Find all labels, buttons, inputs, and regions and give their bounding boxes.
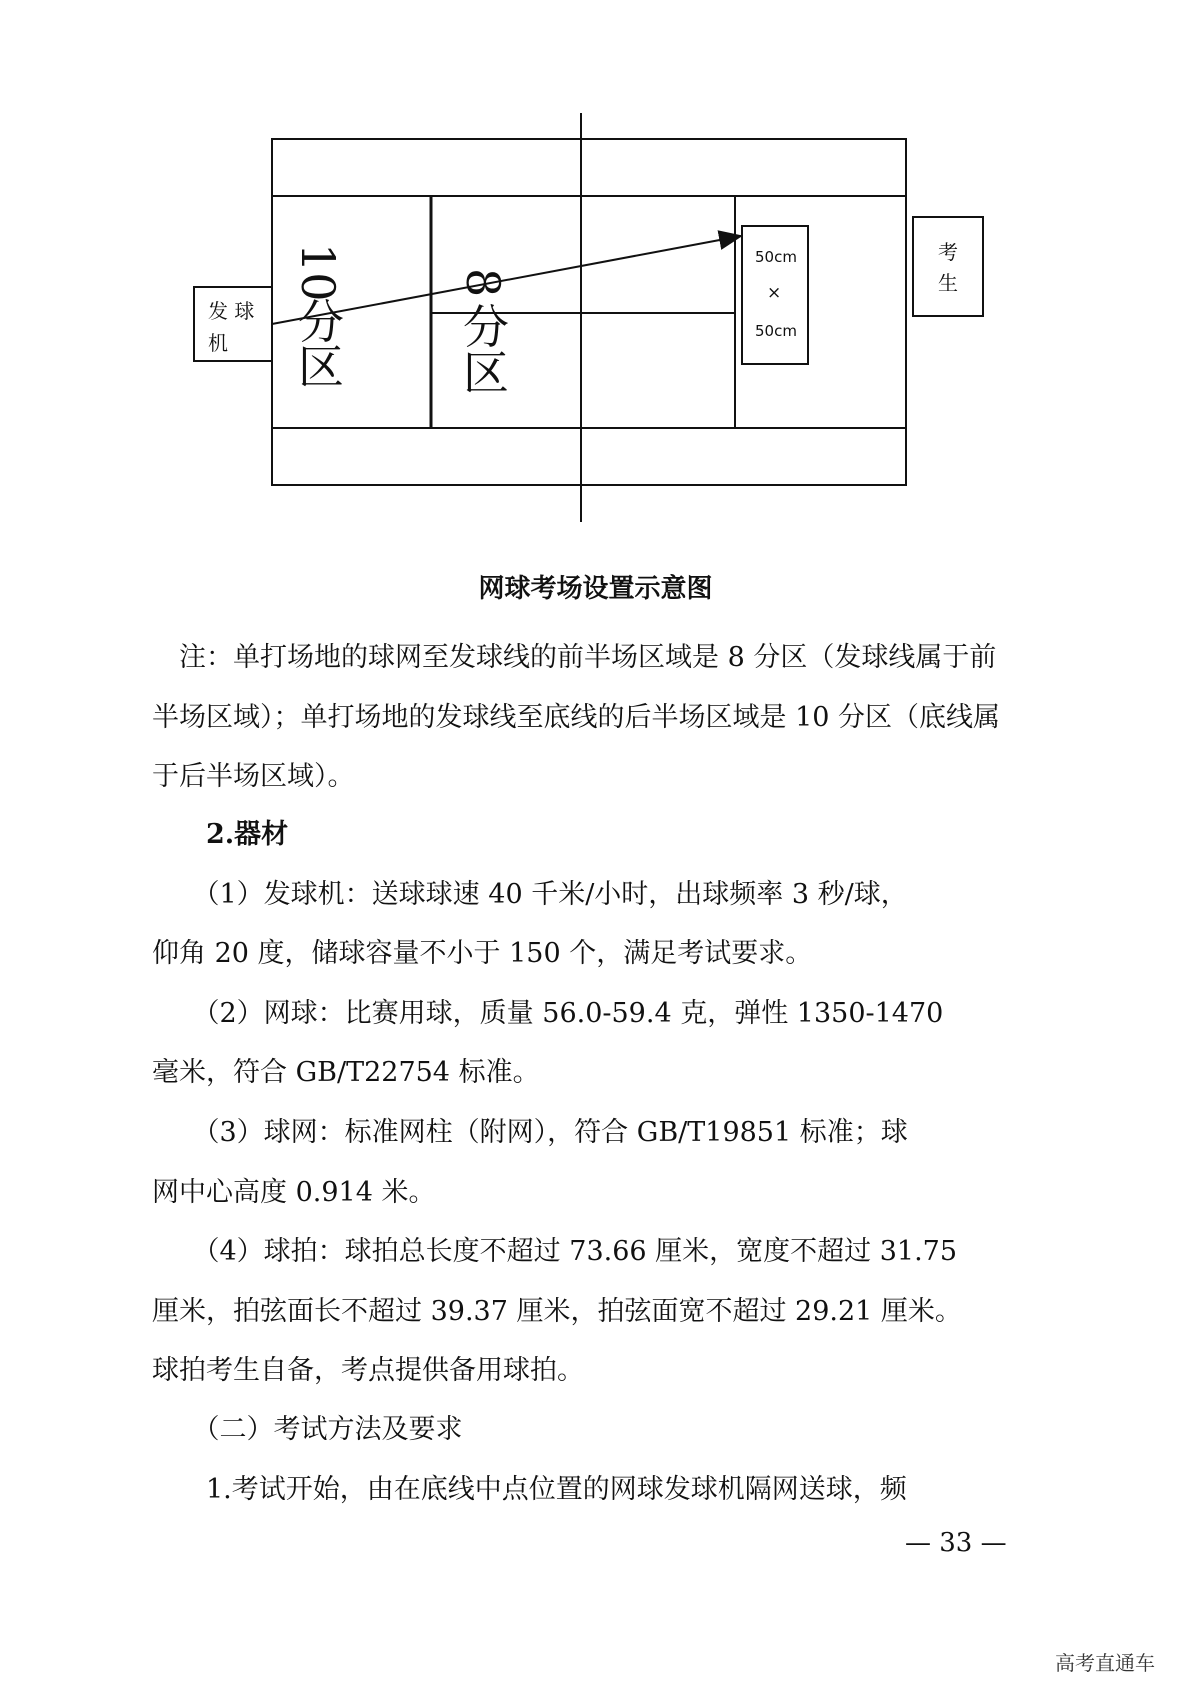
equipment-line-2: 仰角 20 度，储球容量不小于 150 个，满足考试要求。 (152, 938, 813, 969)
equipment-line-1: （1）发球机：送球球速 40 千米/小时，出球频率 3 秒/球， (152, 879, 908, 910)
ball-machine-label-1: 发 球 (208, 299, 255, 323)
zone10-text-1: 分 (298, 295, 344, 349)
equipment-line-4: 毫米，符合 GB/T22754 标准。 (152, 1057, 540, 1088)
equipment-line-7: （4）球拍：球拍总长度不超过 73.66 厘米，宽度不超过 31.75 (152, 1236, 958, 1267)
equipment-line-5: （3）球网：标准网柱（附网），符合 GB/T19851 标准；球 (152, 1117, 908, 1148)
zone10-number: 10 (291, 243, 345, 302)
equipment-line-3: （2）网球：比赛用球，质量 56.0-59.4 克，弹性 1350-1470 (152, 998, 944, 1029)
method-line-1: 1.考试开始，由在底线中点位置的网球发球机隔网送球，频 (152, 1474, 907, 1505)
note-line-3: 于后半场区域）。 (152, 761, 355, 792)
page-number: — 33 — (905, 1528, 1007, 1558)
equipment-line-9: 球拍考生自备，考点提供备用球拍。 (152, 1355, 584, 1386)
equipment-line-6: 网中心高度 0.914 米。 (152, 1177, 436, 1208)
watermark: 高考直通车 (1055, 1651, 1155, 1675)
zone8-text-1: 分 (463, 300, 509, 354)
ball-machine-label-2: 机 (208, 331, 228, 355)
target-size-1: 50cm (755, 248, 797, 266)
candidate-box (913, 217, 983, 316)
candidate-label-2: 生 (938, 271, 958, 295)
section-heading-equipment: 2.器材 (152, 819, 289, 850)
target-times: × (767, 283, 782, 303)
section-heading-method: （二）考试方法及要求 (152, 1414, 463, 1445)
note-line-2: 半场区域）；单打场地的发球线至底线的后半场区域是 10 分区（底线属 (152, 702, 1001, 733)
candidate-label-1: 考 (938, 240, 958, 264)
zone8-text-2: 区 (463, 346, 509, 400)
equipment-line-8: 厘米，拍弦面长不超过 39.37 厘米，拍弦面宽不超过 29.21 厘米。 (152, 1296, 962, 1327)
diagram-caption: 网球考场设置示意图 (478, 574, 713, 604)
zone10-text-2: 区 (298, 340, 344, 394)
target-size-2: 50cm (755, 322, 797, 340)
note-line-1: 注：单打场地的球网至发球线的前半场区域是 8 分区（发球线属于前 (152, 642, 997, 673)
tennis-court-diagram (0, 0, 1191, 540)
zone8-number: 8 (456, 268, 510, 298)
